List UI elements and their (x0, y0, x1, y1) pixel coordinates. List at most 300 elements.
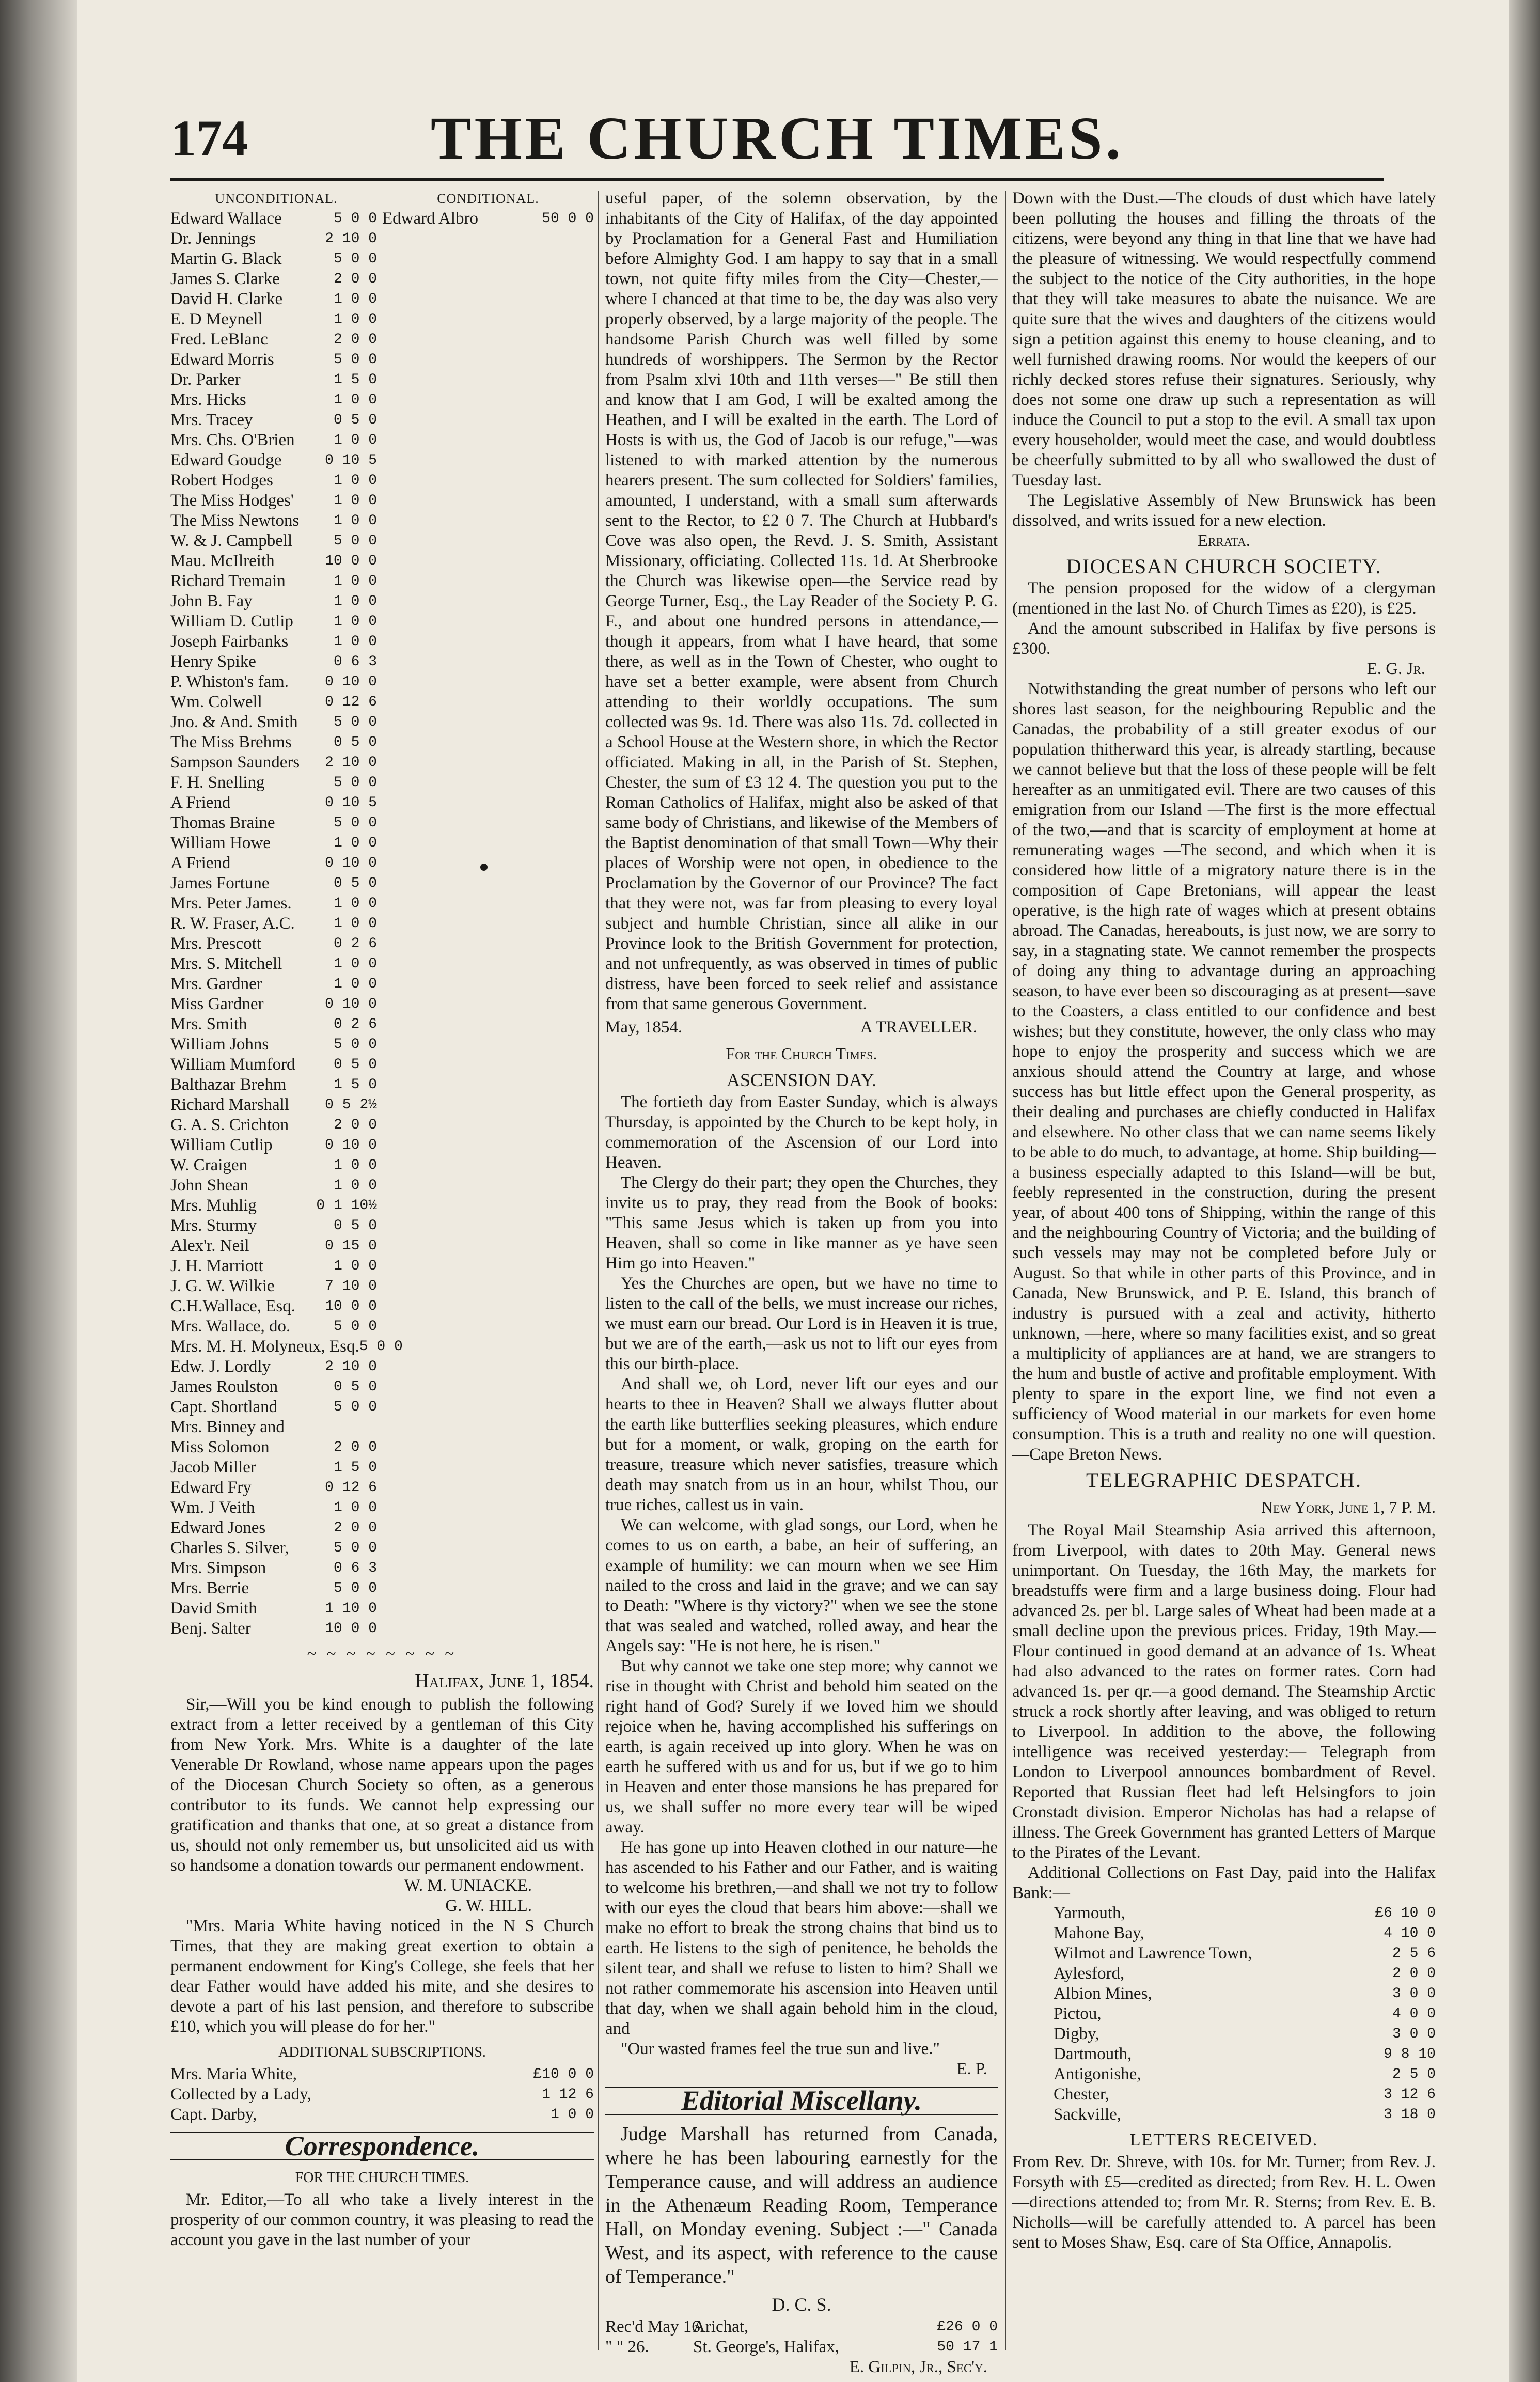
fastday-row-name: Digby, (1054, 2025, 1099, 2043)
traveller-signature: A TRAVELLER. (860, 1018, 977, 1037)
ascension-signature: E. P. (956, 2060, 987, 2078)
subscriber-row (170, 1599, 377, 1619)
subscriber-row-name: The Miss Hodges' (170, 491, 294, 510)
additional-row (170, 2064, 594, 2085)
subscription-headers (170, 189, 594, 209)
subscriber-row (170, 390, 377, 410)
subscriber-row-name: Robert Hodges (170, 471, 273, 490)
subscriber-row (170, 430, 377, 450)
subscriber-row (170, 1538, 377, 1558)
subscriber-row-name: Mrs. Hicks (170, 390, 246, 409)
fastday-row (1054, 2105, 1436, 2125)
errata-signature: E. G. Jr. (1366, 660, 1425, 678)
subscriber-row-amount: 0 10 0 (325, 996, 377, 1012)
subscriber-row (170, 491, 377, 511)
subscriber-row-amount: 5 0 0 (333, 352, 377, 368)
subscriber-row-name: Edward Morris (170, 350, 274, 369)
subscriber-row-name: Balthazar Brehm (170, 1075, 287, 1094)
judge-marshall-notice: Judge Marshall has returned from Canada, where he has been labouring earnestly for the Temperance cause, and will address an audience in the Athenæum Reading Room, Temperance Hall, on Monday evening. Subject :—" Canada West, and its aspect, with reference to the cause of Temperance." (605, 2123, 998, 2287)
subscriber-row-amount: 0 5 0 (333, 412, 377, 428)
legislative-notice: The Legislative Assembly of New Brunswick has been dissolved, and writs issued for a new election. (1012, 491, 1436, 530)
subscriber-row (170, 612, 377, 632)
subscriber-row-name: Edward Jones (170, 1518, 266, 1537)
letters-body: From Rev. Dr. Shreve, with 10s. for Mr. Turner; from Rev. J. Forsyth with £5—credited as directed; from Rev. H. L. Owen—directions attended to; from Mr. R. Sterns; from Rev. E. B. Nicholls—will be carefully attended to. A parcel has been sent to Moses Shaw, Esq. care of Sta Office, Annapolis. (1012, 2153, 1436, 2252)
subscriber-row-amount: 10 0 0 (325, 553, 377, 569)
correspondence-heading: Correspondence. (170, 2132, 594, 2160)
subscriber-row-amount: 5 0 0 (333, 815, 377, 831)
subscriber-row-name: G. A. S. Crichton (170, 1116, 289, 1134)
subscriber-row-name: Martin G. Black (170, 249, 282, 268)
subscriber-row-amount: 1 0 0 (333, 835, 377, 851)
fastday-row (1054, 2085, 1436, 2105)
subscriber-row-amount: 1 0 0 (333, 593, 377, 609)
subscriber-row-amount: 7 10 0 (325, 1278, 377, 1294)
subscriber-row (170, 632, 377, 652)
subscriber-row-amount: 5 0 0 (333, 1399, 377, 1415)
subscriber-row (170, 370, 377, 390)
additional-heading: ADDITIONAL SUBSCRIPTIONS. (278, 2044, 486, 2060)
unconditional-heading: UNCONDITIONAL. (215, 191, 338, 206)
subscriber-row (170, 1256, 377, 1276)
subscriber-row-name: The Miss Brehms (170, 733, 292, 751)
conditional-row-amount: 50 0 0 (542, 211, 594, 227)
subscriber-row-name: Mrs. Wallace, do. (170, 1317, 291, 1336)
subscriber-row-name: R. W. Fraser, A.C. (170, 914, 295, 933)
dcs-amount: £26 0 0 (937, 2319, 998, 2335)
subscriber-row (170, 1095, 377, 1115)
subscriber-row-name: Mrs. Tracey (170, 411, 253, 429)
subscriber-row (170, 1437, 377, 1458)
subscriber-row-amount: 1 0 0 (333, 896, 377, 912)
column-rule-2 (1005, 191, 1006, 2350)
subscriber-row-name: Edward Goudge (170, 451, 282, 469)
subscriber-row-name: J. H. Marriott (170, 1257, 263, 1275)
subscriber-row-amount: 0 5 0 (333, 734, 377, 750)
dcs-signature: E. Gilpin, Jr., Sec'y. (849, 2358, 987, 2376)
subscriber-row-amount: 0 5 0 (333, 875, 377, 891)
subscriber-row (170, 1135, 377, 1155)
subscriber-row-amount: 1 0 0 (333, 513, 377, 529)
fastday-list (1012, 1903, 1436, 2125)
subscriber-row (170, 1498, 377, 1518)
subscriber-row (170, 1458, 377, 1478)
additional-row-amount: 1 0 0 (550, 2107, 594, 2123)
fastday-row-amount: 2 0 0 (1392, 1966, 1436, 1982)
subscriber-row (170, 410, 377, 430)
subscriber-row (170, 833, 377, 853)
subscriber-row-amount: 2 0 0 (333, 1520, 377, 1536)
subscriber-row (170, 914, 377, 934)
subscriber-row (170, 712, 377, 732)
subscriber-row-amount: 1 0 0 (333, 614, 377, 630)
subscriber-row-name: Mrs. Chs. O'Brien (170, 431, 295, 449)
subscriber-row-amount: 5 0 0 (333, 1037, 377, 1053)
subscriber-row (170, 1236, 377, 1256)
subscriber-row-amount: 0 6 3 (333, 1560, 377, 1576)
subscriber-row (170, 571, 377, 591)
correspondence-sub: FOR THE CHURCH TIMES. (295, 2170, 469, 2186)
subscriber-row-amount: 10 0 0 (325, 1621, 377, 1637)
telegraphic-dateline: New York, June 1, 7 P. M. (1261, 1498, 1436, 1516)
subscriber-row-amount: 1 0 0 (333, 311, 377, 327)
subscriber-row-name: Mrs. Prescott (170, 934, 261, 953)
fastday-row-name: Wilmot and Lawrence Town, (1054, 1944, 1252, 1963)
subscriber-row-amount: 0 5 0 (333, 1218, 377, 1234)
subscriber-row-name: William Mumford (170, 1055, 295, 1074)
dust-article: Down with the Dust.—The clouds of dust which have lately been polluting the houses and filling the throats of the citizens, were beyond any thing in that line that we have had the pleasure of witnessing. We would respectfully commend the subject to the notice of the City authorities, in the hope that they will take measures to abate the nuisance. We are quite sure that the wives and daughters of the citizens would sign a petition against this enemy to house cleaning, and to well furnished drawing rooms. Nor would the keepers of our richly decked stores refuse their signatures. Seriously, why does not some one draw up such a representation as will induce the Council to put a stop to the evil. A small tax upon every householder, would meet the case, and would doubtless be cheerfully submitted to by all who swallowed the dust of Tuesday last. (1012, 189, 1436, 490)
subscriber-row-name: Mrs. S. Mitchell (170, 954, 282, 973)
ascension-paragraph: He has gone up into Heaven clothed in our nature—he has ascended to his Father and our Father, and is waiting to welcome his brethren,—and shall we not try to follow with our eyes the cloud that bears him above:—shall we make no effort to break the strong chains that bind us to earth. He listens to the sigh of penitence, he beholds the silent tear, and shall we refuse to listen to him? Shall we not rather commemorate his ascension into Heaven until that day, when we shall again behold him in the cloud, and (605, 1838, 998, 2038)
ascension-title: ASCENSION DAY. (726, 1070, 877, 1090)
column-1 (170, 189, 594, 2250)
additional-list (170, 2064, 594, 2125)
subscriber-row (170, 350, 377, 370)
subscriber-row-name: Mrs. Gardner (170, 975, 262, 993)
subscriber-row-amount: 5 0 0 (333, 251, 377, 267)
subscriber-row-amount: 0 5 0 (333, 1379, 377, 1395)
subscriber-row-amount: 0 1 10½ (316, 1198, 377, 1214)
dcs-row (605, 2337, 998, 2357)
subscriber-row-amount: 1 5 0 (333, 1460, 377, 1476)
subscriber-row-amount: 0 6 3 (333, 654, 377, 670)
ascension-article (605, 1092, 998, 2059)
subscriber-row-amount: 0 12 6 (325, 1480, 377, 1496)
subscriber-row (170, 873, 377, 894)
subscriber-row-amount: 5 0 0 (359, 1339, 403, 1355)
subscriber-row-amount: 2 0 0 (333, 271, 377, 287)
subscriber-row-amount: 2 0 0 (333, 1117, 377, 1133)
fastday-row-name: Albion Mines, (1054, 1984, 1152, 2003)
subscriber-row (170, 974, 377, 994)
ascension-paragraph: We can welcome, with glad songs, our Lord, when he comes to us on earth, a babe, an heir of suffering, an example of humility: we can mourn when we see Him nailed to the cross and laid in the grave; and we can say to Death: "Where is thy victory?" when we see the stone that was sealed and watched, rolled away, and hear the Angels say: "He is not here, he is risen." (605, 1516, 998, 1655)
subscriber-row-name: Edward Wallace (170, 209, 282, 228)
fastday-row-amount: 3 18 0 (1384, 2107, 1436, 2123)
subscriber-row (170, 450, 377, 471)
subscriber-row-amount: 1 0 0 (333, 493, 377, 509)
subscriber-row-name: John Shean (170, 1176, 249, 1195)
page-number: 174 (170, 109, 248, 167)
subscriber-row-amount: 1 0 0 (333, 634, 377, 650)
editorial-heading: Editorial Miscellany. (605, 2087, 998, 2115)
subscriber-row-amount: 2 10 0 (325, 755, 377, 771)
fastday-row-amount: 4 0 0 (1392, 2006, 1436, 2022)
subscriber-row (170, 269, 377, 289)
fastday-row (1054, 2004, 1436, 2024)
binding-shadow-left (0, 0, 77, 2382)
additional-row-amount: £10 0 0 (533, 2066, 594, 2082)
subscriber-row-amount: 1 0 0 (333, 916, 377, 932)
subscriber-row (170, 209, 377, 229)
fastday-row (1054, 1903, 1436, 1923)
subscriber-row-name: Miss Gardner (170, 995, 264, 1013)
subscriber-row-amount: 5 0 0 (333, 533, 377, 549)
subscriber-row-name: Mrs. Peter James. (170, 894, 292, 913)
fastday-row-name: Yarmouth, (1054, 1904, 1125, 1922)
subscriber-row (170, 289, 377, 309)
telegraphic-body: The Royal Mail Steamship Asia arrived this afternoon, from Liverpool, with dates to 20th May. General news unimportant. On Tuesday, the 16th May, the markets for breadstuffs were firm and a large business doing. Flour had advanced 2s. per bl. Large sales of Wheat had been made at a small decline upon the previous prices. Friday, 19th May.—Flour continued in good demand at an advance of 1s. Wheat had also advanced to the rates on former rates. Corn had advanced 1s. per qr.—a good demand. The Steamship Arctic struck a rock shortly after leaving, and was obliged to return to Liverpool. In addition to the above, the following intelligence was received yesterday:— Telegraph from London to Liverpool announces bombardment of Revel. Reported that Russian fleet had left Helsingfors to join Cronstadt division. Emperor Nicholas has had a relapse of illness. The Greek Government has granted Letters of Marque to the Pirates of the Levant. (1012, 1521, 1436, 1862)
subscriber-row (170, 1417, 377, 1437)
subscriber-row-name: David Smith (170, 1599, 257, 1618)
subscriber-row-name: Mrs. Simpson (170, 1559, 266, 1577)
fastday-row-amount: £6 10 0 (1375, 1905, 1436, 1921)
subscriber-row-name: James Fortune (170, 874, 270, 892)
subscriber-row-name: Benj. Salter (170, 1619, 251, 1638)
fastday-row (1054, 1944, 1436, 1964)
dcs-date: " " 26. (605, 2338, 649, 2356)
fastday-row (1054, 2024, 1436, 2044)
subscriber-row (170, 591, 377, 612)
ascension-paragraph: "Our wasted frames feel the true sun and live." (621, 2040, 940, 2058)
subscriber-row (170, 249, 377, 269)
dcs-date: Rec'd May 16. (605, 2317, 704, 2336)
emigration-article: Notwithstanding the great number of persons who left our shores last season, for the neighbouring Republic and the Canadas, the probability of a still greater exodus of our population thitherward this year, is already startling, because we cannot believe but that the loss of these people will be felt hereafter as an unmitigated evil. There are two causes of this emigration from our Island —The first is the more effectual of the two,—and that is scarcity of employment at home at remunerating wages —The second, and which when it is considered how little of a migratory nature there is in the composition of Cape Bretonians, will appear the least operative, is the high rate of wages which at present obtains abroad. The Canadas, hereabouts, is just now, we are sorry to say, in a stagnating state. We cannot remember the prospects of doing any thing to advantage during an approaching season, to have ever been so discouraging as at present—save to the Coasters, a class entitled to our confidence and best wishes; but they constitute, however, the only class who may hope to enjoy the prosperity and success which we are anxious should attend the Country at large, and whose success has but little effect upon the General prosperity, as their dealing and purchases are chiefly conducted in Halifax and elsewhere. No other class that we can name seems likely to be able to do much, to advantage, at home. Ship building—a business especially adapted to this Island—will be but, feebly represented in the construction, during the present year, of about 400 tons of Shipping, within the range of this and the neighbouring Country of Victoria; and the building of such vessels may may not be completed before July or August. So that while in other parts of this Province, and in Canada, New Brunswick, and P. E. Island, this branch of industry is pursued with a zeal and activity, hitherto unknown, —here, where so many facilities exist, and so great a multiplicity of appliances are at hand, we are strangers to the hum and bustle of active and profitable employment. With plenty to spare in the export line, we find not even a sufficiency of Wood material in our markets for even home consumption. This is a truth and reality no one will question.—Cape Breton News. (1012, 680, 1436, 1464)
subscriber-row-name: Wm. Colwell (170, 693, 262, 711)
subscriber-row-name: Jno. & And. Smith (170, 713, 298, 731)
subscriber-row (170, 652, 377, 672)
ascension-paragraph: And shall we, oh Lord, never lift our eyes and our hearts to thee in Heaven? Shall we always flutter about the earth like butterflies seeking pleasures, which endure but for a moment, or walk, groping on the earth for treasure, treasure which never satisfies, treasure which death may snatch from us in an hour, whilst Thou, our true riches, callest us in vain. (605, 1375, 998, 1514)
subscriber-row (170, 531, 377, 551)
fastday-row (1054, 2044, 1436, 2064)
subscriber-row-amount: 2 10 0 (325, 1359, 377, 1375)
subscriber-row (170, 309, 377, 330)
subscriber-row-amount: 10 0 0 (325, 1298, 377, 1314)
subscriber-row (170, 954, 377, 974)
fastday-row (1054, 1984, 1436, 2004)
ascension-paragraph: Yes the Churches are open, but we have no time to listen to the call of the bells, we must increase our riches, we must earn our bread. Our Lord is in Heaven it is true, but we are of the earth,—ask us not to lift our eyes from this our birth-place. (605, 1274, 998, 1373)
telegraphic-title: TELEGRAPHIC DESPATCH. (1086, 1468, 1362, 1492)
subscriber-row (170, 1578, 377, 1599)
subscriber-row-amount: 5 0 0 (333, 1580, 377, 1596)
subscriber-row-name: F. H. Snelling (170, 773, 265, 792)
subscriber-row (170, 692, 377, 712)
fastday-row-name: Chester, (1054, 2085, 1109, 2104)
subscriber-row (170, 1377, 377, 1397)
letter-extract: "Mrs. Maria White having noticed in the N S Church Times, that they are making great exertion to obtain a permanent endowment for King's College, she feels that her dear Father would have added his mite, and she desires to devote a part of his last pension, and therefore to subscribe £10, which you will please do for her." (170, 1917, 594, 2036)
subscriber-row (170, 1518, 377, 1538)
section-divider: ~ ~ ~ ~ ~ ~ ~ ~ (307, 1644, 458, 1663)
subscriber-row (170, 773, 377, 793)
subscriber-row (170, 1357, 377, 1377)
subscriber-row-name: Mrs. Binney and (170, 1418, 285, 1436)
subscriber-row-name: Charles S. Silver, (170, 1539, 289, 1557)
subscriber-row (170, 1035, 377, 1055)
subscriber-row-name: Mrs. Muhlig (170, 1196, 257, 1215)
fastday-intro: Additional Collections on Fast Day, paid into the Halifax Bank:— (1012, 1863, 1436, 1902)
subscriber-row-amount: 0 10 0 (325, 1137, 377, 1153)
letter-signature-1: W. M. UNIACKE. (404, 1876, 532, 1895)
subscriber-row-amount: 1 0 0 (333, 1258, 377, 1274)
subscriber-row (170, 1075, 377, 1095)
additional-row (170, 2105, 594, 2125)
ascension-paragraph: The fortieth day from Easter Sunday, which is always Thursday, is appointed by the Church to be kept holy, in commemoration of the Ascension of our Lord into Heaven. (605, 1093, 998, 1172)
subscriber-row (170, 229, 377, 249)
letters-title: LETTERS RECEIVED. (1129, 2130, 1318, 2150)
subscriber-row (170, 1216, 377, 1236)
subscriber-row-name: A Friend (170, 793, 231, 812)
subscriber-row-amount: 1 0 0 (333, 291, 377, 307)
subscriber-row-name: Fred. LeBlanc (170, 330, 268, 349)
fastday-row-name: Antigonishe, (1054, 2065, 1141, 2083)
subscriber-row-name: Thomas Braine (170, 813, 275, 832)
subscriber-row-amount: 5 0 0 (333, 211, 377, 227)
subscriber-row-name: Edw. J. Lordly (170, 1357, 271, 1376)
subscriber-row-amount: 0 5 0 (333, 1057, 377, 1073)
subscriber-row (170, 1115, 377, 1135)
subscriber-row (170, 672, 377, 692)
subscriber-row-amount: 1 0 0 (333, 956, 377, 972)
subscriber-row-name: P. Whiston's fam. (170, 672, 289, 691)
subscriber-row-amount: 1 0 0 (333, 392, 377, 408)
subscriber-row-name: Mrs. Sturmy (170, 1216, 257, 1235)
letter-signature-2: G. W. HILL. (445, 1897, 532, 1915)
subscriber-row-name: William Johns (170, 1035, 269, 1054)
fastday-row-amount: 3 12 6 (1384, 2087, 1436, 2103)
subscriber-row-name: William D. Cutlip (170, 612, 293, 631)
fastday-row (1054, 1964, 1436, 1984)
fastday-row (1054, 2064, 1436, 2085)
subscriber-row-amount: 0 2 6 (333, 936, 377, 952)
subscriber-row (170, 511, 377, 531)
subscriber-row (170, 1478, 377, 1498)
fastday-row-amount: 3 0 0 (1392, 2026, 1436, 2042)
subscriber-row-name: Sampson Saunders (170, 753, 300, 772)
subscriber-row-amount: 1 0 0 (333, 1157, 377, 1173)
subscriber-row-amount: 0 2 6 (333, 1016, 377, 1032)
subscriber-row-amount: 1 5 0 (333, 1077, 377, 1093)
subscriber-row-amount: 1 0 0 (333, 1178, 377, 1194)
subscriber-row (170, 1317, 377, 1337)
fastday-row-amount: 9 8 10 (1384, 2046, 1436, 2062)
subscriber-row (170, 934, 377, 954)
errata-1: The pension proposed for the widow of a clergyman (mentioned in the last No. of Church Times as £20), is £25. (1012, 579, 1436, 618)
subscriber-row-name: Mrs. Berrie (170, 1579, 249, 1597)
subscriber-row-amount: 0 12 6 (325, 694, 377, 710)
subscriber-row-amount: 1 0 0 (333, 976, 377, 992)
subscriber-row-name: Wm. J Veith (170, 1498, 255, 1517)
subscriber-row-amount (315, 1417, 377, 1437)
subscriber-row-amount: 0 10 0 (325, 855, 377, 871)
ascension-paragraph: The Clergy do their part; they open the Churches, they invite us to pray, they read from the Book of books: "This same Jesus which is taken up from you into Heaven, shall so come in like manner as ye have seen Him go into Heaven." (605, 1173, 998, 1273)
subscriber-row (170, 853, 377, 873)
ascension-paragraph: But why cannot we take one step more; why cannot we rise in thought with Christ and behold him seated on the right hand of God? Surely if we loved him we should rejoice when he, having accomplished his sufferings on earth, is again received up into glory. When he was on earth he suffered with us and for us, but if we go to him in Heaven and enter those mansions he has prepared for us, we shall suffer no more every tear will be wiped away. (605, 1657, 998, 1837)
subscriber-row (170, 1558, 377, 1578)
fastday-row (1054, 1923, 1436, 1944)
subscriber-row-name: Henry Spike (170, 652, 256, 671)
subscriber-row (170, 1296, 377, 1317)
subscriber-row-name: W. Craigen (170, 1156, 248, 1174)
subscriber-row (170, 1155, 377, 1176)
subscriber-row (170, 753, 377, 773)
conditional-heading: CONDITIONAL. (437, 191, 539, 206)
subscriber-row (170, 894, 377, 914)
additional-row (170, 2085, 594, 2105)
conditional-row (382, 209, 594, 229)
fastday-row-name: Sackville, (1054, 2105, 1122, 2124)
additional-row-name: Capt. Darby, (170, 2105, 257, 2124)
subscriber-row-amount: 5 0 0 (333, 1540, 377, 1556)
subscriber-row-amount: 0 10 5 (325, 452, 377, 468)
subscriber-row (170, 793, 377, 813)
correspondence-body: Mr. Editor,—To all who take a lively interest in the prosperity of our common country, it was pleasing to read the account you gave in the last number of your (170, 2190, 594, 2249)
subscriber-row (170, 1176, 377, 1196)
traveller-date: May, 1854. (605, 1018, 683, 1037)
subscriber-row-amount: 0 10 0 (325, 674, 377, 690)
dcs-place: St. George's, Halifax, (693, 2338, 840, 2356)
subscriber-row-amount: 1 5 0 (333, 372, 377, 388)
column-rule-1 (598, 191, 599, 2350)
subscriber-row-name: The Miss Newtons (170, 511, 300, 530)
subscriber-row-name: Dr. Jennings (170, 229, 256, 248)
traveller-footer (605, 1017, 998, 1038)
header-rule (170, 178, 1384, 181)
fastday-row-amount: 4 10 0 (1384, 1925, 1436, 1941)
subscriber-row-name: J. G. W. Wilkie (170, 1277, 275, 1295)
subscriber-row-name: Dr. Parker (170, 370, 241, 389)
subscriber-row-amount: 0 15 0 (325, 1238, 377, 1254)
conditional-list (377, 209, 594, 1639)
subscriber-row-name: Mrs. Smith (170, 1015, 247, 1033)
additional-row-name: Collected by a Lady, (170, 2085, 311, 2104)
subscriber-row-amount: 0 5 2½ (325, 1097, 377, 1113)
subscriber-row-amount: 5 0 0 (333, 714, 377, 730)
page-edge-right (1509, 0, 1540, 2382)
subscriber-row (170, 551, 377, 571)
subscriber-row-name: Edward Fry (170, 1478, 252, 1497)
dcs-list (605, 2317, 998, 2357)
fastday-row-name: Aylesford, (1054, 1964, 1125, 1983)
fastday-row-amount: 3 0 0 (1392, 1986, 1436, 2002)
subscription-list (170, 209, 594, 1639)
page-header (170, 103, 1384, 176)
subscriber-row-amount: 5 0 0 (333, 775, 377, 791)
subscriber-row-name: Miss Solomon (170, 1438, 270, 1456)
additional-row-amount: 1 12 6 (542, 2087, 594, 2103)
subscriber-row-name: W. & J. Campbell (170, 531, 293, 550)
subscriber-row-name: Joseph Fairbanks (170, 632, 289, 651)
subscriber-row-name: E. D Meynell (170, 310, 263, 328)
subscriber-row-amount: 1 0 0 (333, 473, 377, 489)
subscriber-row-name: Capt. Shortland (170, 1398, 278, 1416)
subscriber-row (170, 1055, 377, 1075)
subscriber-row (170, 1276, 377, 1296)
subscriber-row-amount: 5 0 0 (333, 1319, 377, 1335)
subscriber-row-name: Mrs. M. H. Molyneux, Esq. (170, 1337, 359, 1356)
subscriber-row (170, 471, 377, 491)
dcs-amount: 50 17 1 (937, 2339, 998, 2355)
additional-row-name: Mrs. Maria White, (170, 2065, 297, 2083)
column-3 (1012, 189, 1436, 2253)
diocesan-title: DIOCESAN CHURCH SOCIETY. (1066, 555, 1382, 578)
subscriber-row (170, 813, 377, 833)
subscriber-row (170, 1619, 377, 1639)
column-2 (605, 189, 998, 2377)
dcs-row (605, 2317, 998, 2337)
subscriber-row-name: Richard Tremain (170, 572, 286, 590)
subscriber-row-name: James S. Clarke (170, 270, 280, 288)
subscriber-row-name: Mau. McIlreith (170, 552, 275, 570)
subscriber-row (170, 1397, 377, 1417)
subscriber-row (170, 1337, 403, 1357)
errata-2: And the amount subscribed in Halifax by five persons is £300. (1012, 619, 1436, 658)
fastday-row-amount: 2 5 0 (1392, 2066, 1436, 2082)
subscriber-row-name: William Cutlip (170, 1136, 273, 1154)
subscriber-row-name: John B. Fay (170, 592, 253, 610)
subscriber-row-amount: 1 0 0 (333, 1500, 377, 1516)
subscriber-row-name: C.H.Wallace, Esq. (170, 1297, 296, 1315)
subscriber-row-name: Jacob Miller (170, 1458, 256, 1477)
subscriber-row-name: Alex'r. Neil (170, 1236, 249, 1255)
subscriber-row-amount: 1 0 0 (333, 432, 377, 448)
